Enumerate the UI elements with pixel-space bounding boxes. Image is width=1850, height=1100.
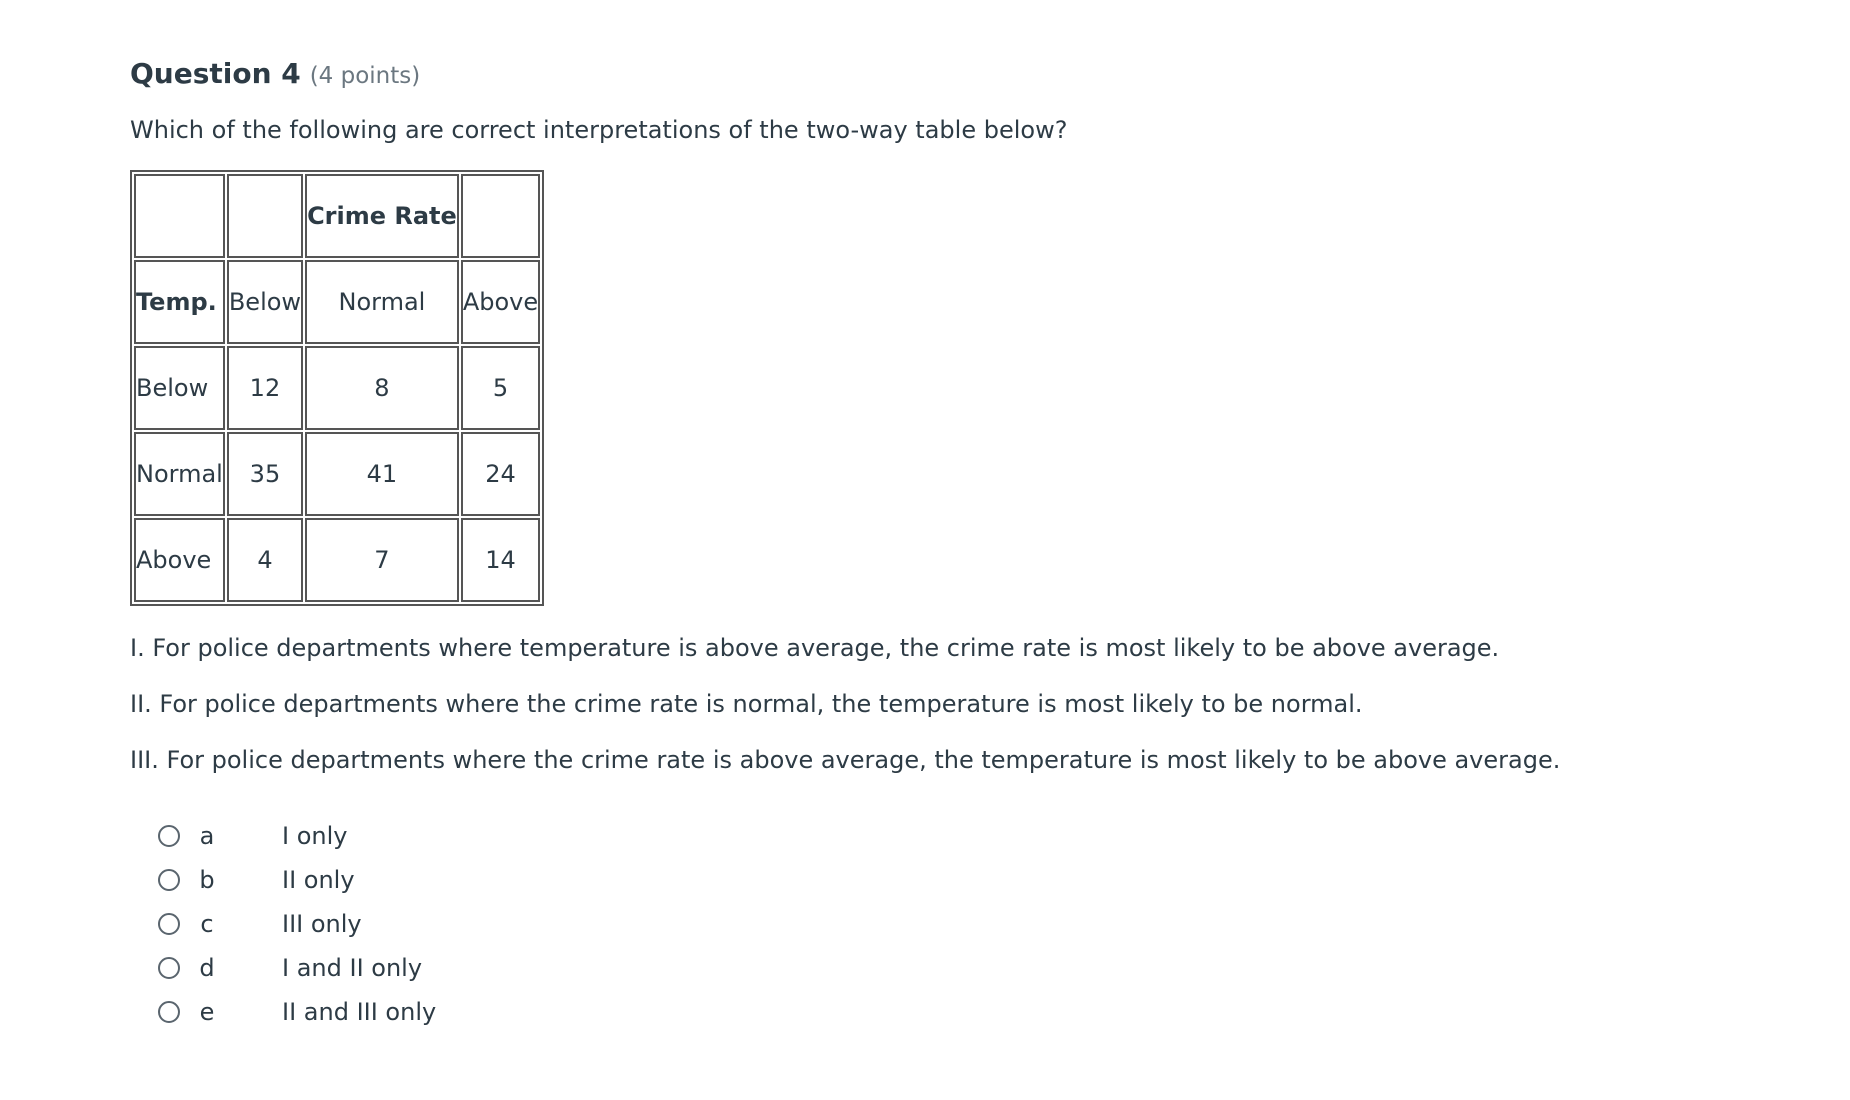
statement-iii: III. For police departments where the crime rate is above average, the temperature is most likely to be above average. — [130, 746, 1561, 774]
table-row-label: Normal — [134, 432, 225, 516]
table-cell — [461, 174, 540, 258]
choice-letter: c — [200, 910, 214, 938]
choice-letter: e — [199, 998, 215, 1026]
table-cell: 14 — [461, 518, 540, 602]
choice-text[interactable]: III only — [282, 910, 362, 938]
question-points: (4 points) — [309, 63, 421, 89]
question-header — [130, 52, 1780, 98]
choice-text[interactable]: II only — [282, 866, 355, 894]
table-row-label: Below — [134, 346, 225, 430]
table-row-label: Above — [134, 518, 225, 602]
table-header-cell: Below — [227, 260, 303, 344]
question-block — [130, 52, 1780, 1034]
statement-ii: II. For police departments where the crime rate is normal, the temperature is most likely to be normal. — [130, 690, 1363, 718]
choice-text[interactable]: I only — [282, 822, 348, 850]
choice-d[interactable] — [158, 946, 1780, 990]
table-header-cell: Above — [461, 260, 540, 344]
table-row — [134, 518, 540, 602]
table-header-cell: Crime Rate — [305, 174, 459, 258]
table-cell: 8 — [305, 346, 459, 430]
question-title: Question 4 — [130, 57, 301, 90]
choice-a[interactable] — [158, 814, 1780, 858]
choice-letter: a — [199, 822, 215, 850]
table-cell: 41 — [305, 432, 459, 516]
table-cell: 4 — [227, 518, 303, 602]
table-cell — [227, 174, 303, 258]
radio-button-b[interactable] — [158, 869, 180, 891]
question-prompt: Which of the following are correct interpretations of the two-way table below? — [130, 116, 1068, 144]
choice-letter: d — [199, 954, 215, 982]
table-row — [134, 346, 540, 430]
radio-button-c[interactable] — [158, 913, 180, 935]
choice-c[interactable] — [158, 902, 1780, 946]
table-cell: 5 — [461, 346, 540, 430]
table-header-cell: Temp. — [134, 260, 225, 344]
radio-button-d[interactable] — [158, 957, 180, 979]
table-cell: 24 — [461, 432, 540, 516]
table-row — [134, 432, 540, 516]
table-header-cell: Normal — [305, 260, 459, 344]
statement-i: I. For police departments where temperature is above average, the crime rate is most likely to be above average. — [130, 634, 1500, 662]
table-cell: 12 — [227, 346, 303, 430]
table-row — [134, 260, 540, 344]
table-cell — [134, 174, 225, 258]
choice-e[interactable] — [158, 990, 1780, 1034]
radio-button-e[interactable] — [158, 1001, 180, 1023]
table-row — [134, 174, 540, 258]
statements-list — [130, 620, 1780, 788]
choice-text[interactable]: I and II only — [282, 954, 423, 982]
choice-b[interactable] — [158, 858, 1780, 902]
choice-text[interactable]: II and III only — [282, 998, 437, 1026]
choice-letter: b — [199, 866, 215, 894]
two-way-table — [130, 170, 544, 606]
table-cell: 35 — [227, 432, 303, 516]
radio-button-a[interactable] — [158, 825, 180, 847]
table-cell: 7 — [305, 518, 459, 602]
answer-choices — [158, 814, 1780, 1034]
